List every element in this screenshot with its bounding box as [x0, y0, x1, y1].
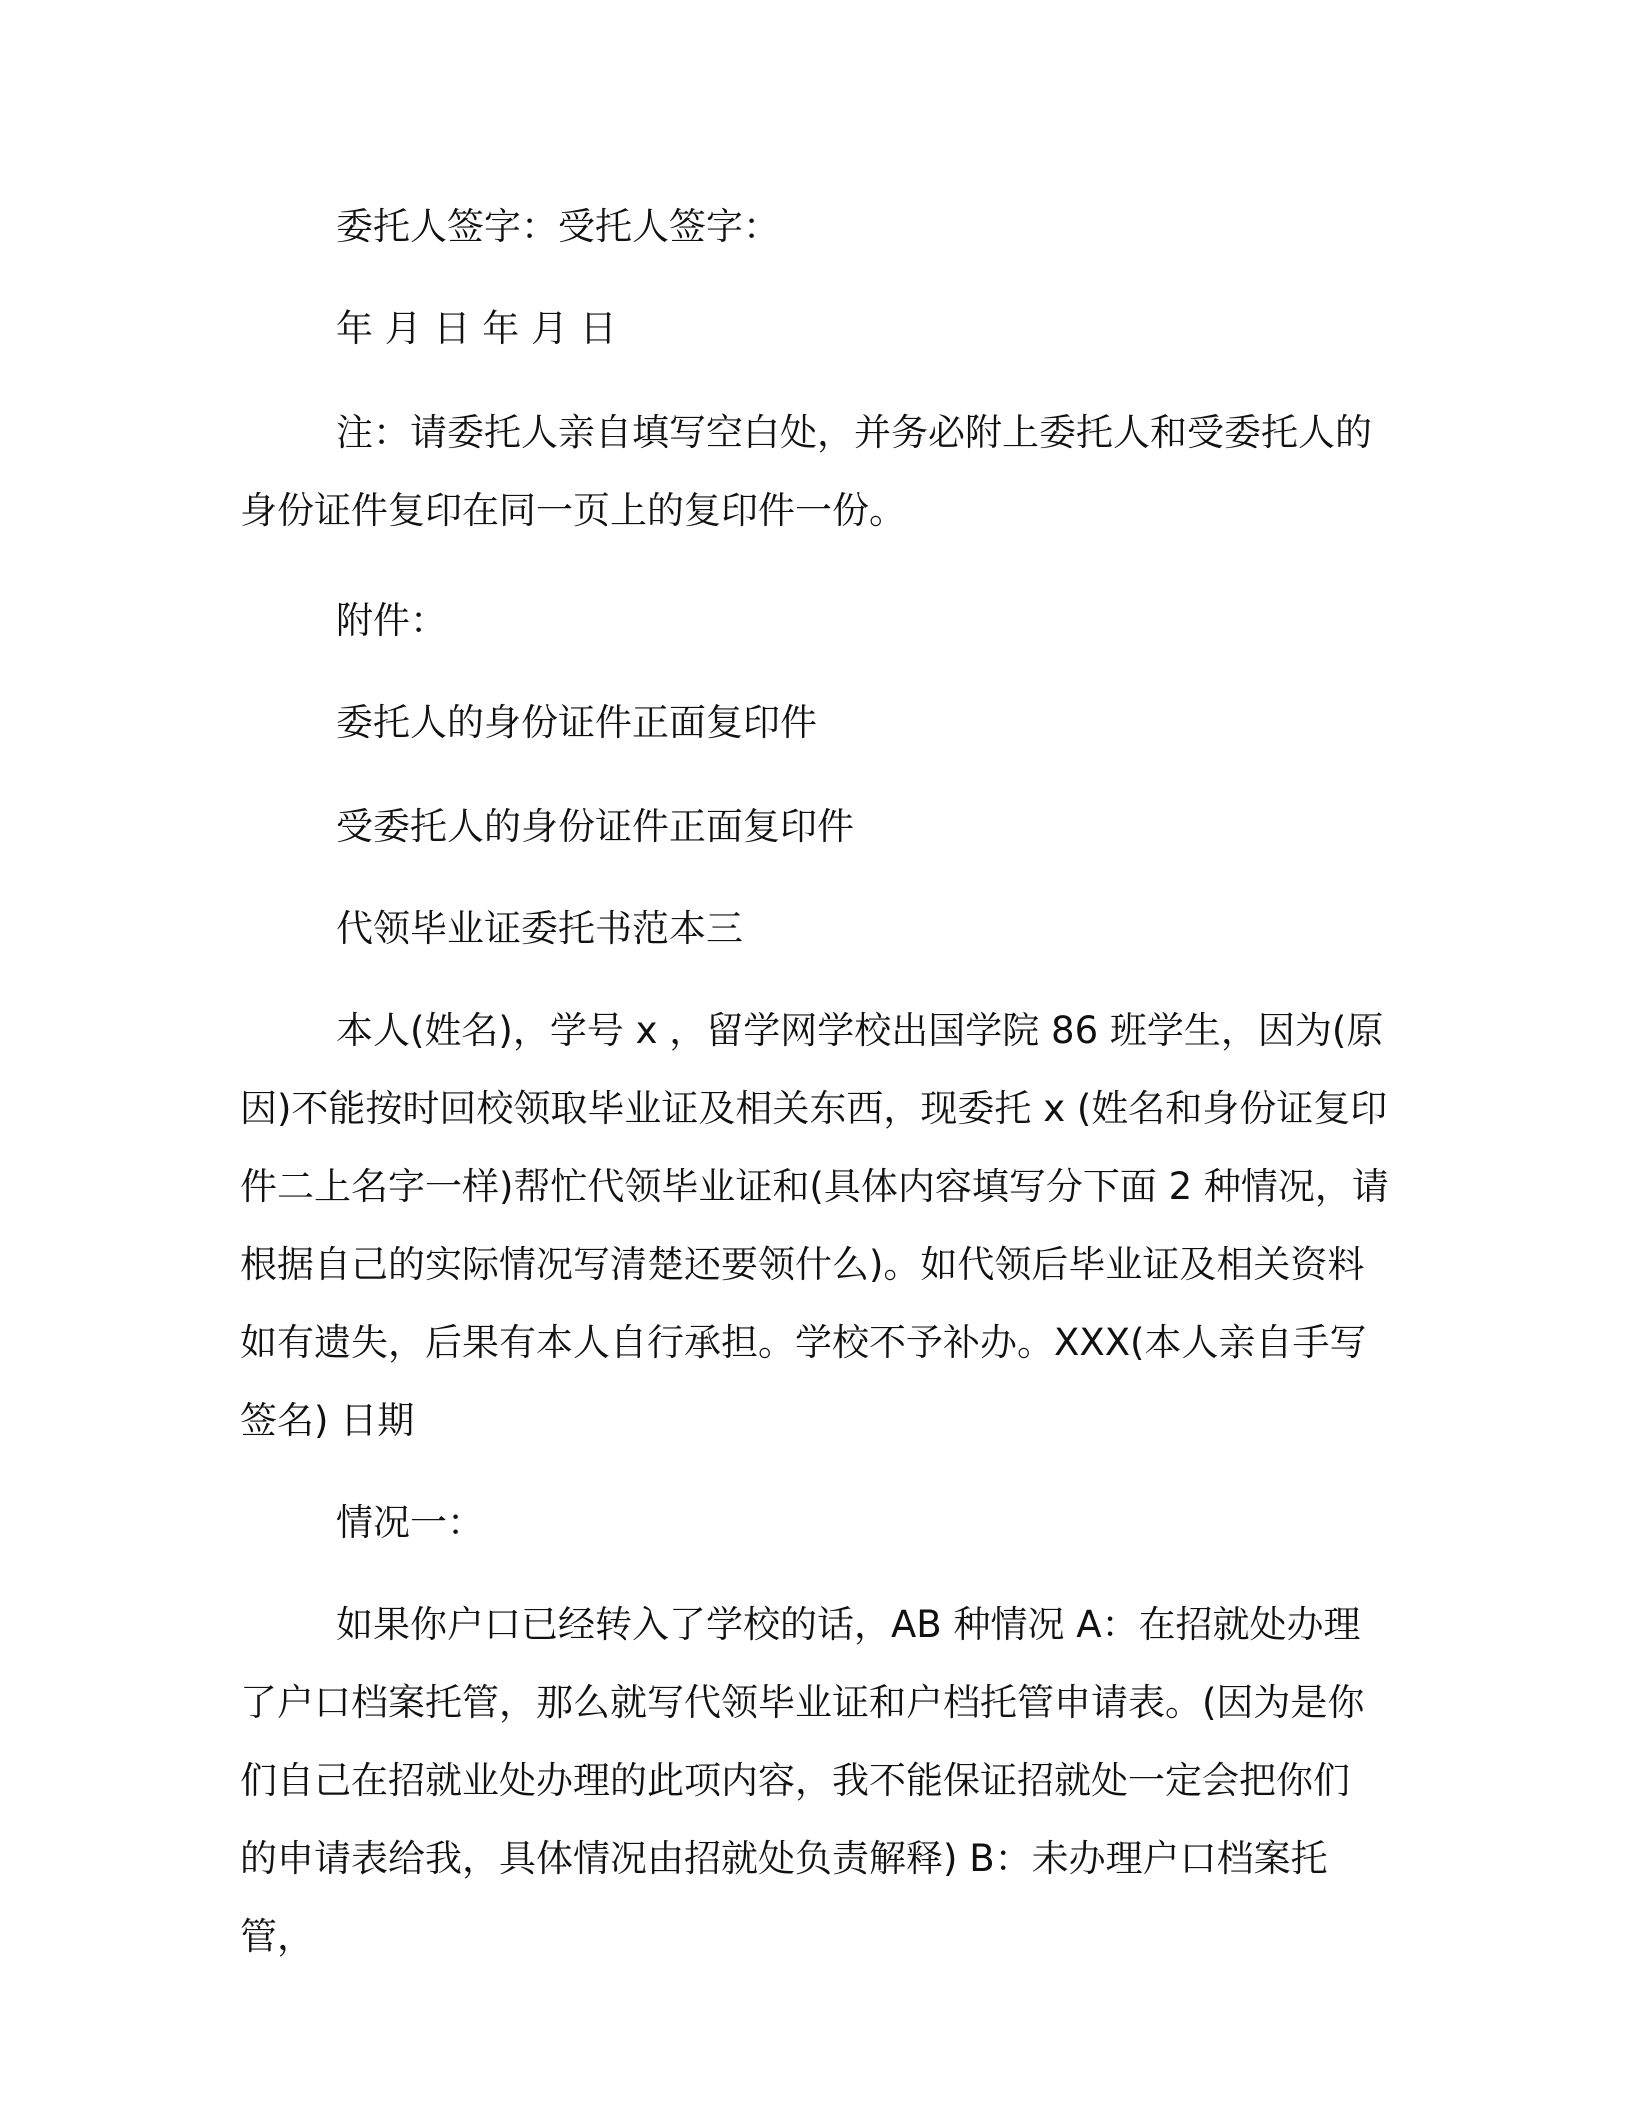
template-title-text: 代领毕业证委托书范本三: [336, 907, 743, 950]
body-paragraph: [240, 992, 1400, 1460]
note-line: 注：请委托人亲自填写空白处，并务必附上委托人和受委托人的: [336, 411, 1372, 454]
case-one-line: 们自己在招就业处办理的此项内容，我不能保证招就处一定会把你们: [240, 1759, 1350, 1802]
attachment-heading: [336, 582, 447, 660]
body-line: 根据自己的实际情况写清楚还要领什么)。如代领后毕业证及相关资料: [240, 1243, 1365, 1286]
case-one-line: 的申请表给我，具体情况由招就处负责解释) B：未办理户口档案托管，: [240, 1837, 1328, 1958]
note-paragraph: [240, 394, 1400, 550]
attachment-heading-text: 附件：: [336, 599, 447, 642]
case-one-line: 如果你户口已经转入了学校的话，AB 种情况 A：在招就处办理: [336, 1603, 1361, 1646]
body-line: 签名) 日期: [240, 1399, 415, 1442]
case-one-heading-text: 情况一：: [336, 1501, 484, 1544]
body-line: 因)不能按时回校领取毕业证及相关东西，现委托 x (姓名和身份证复印: [240, 1087, 1388, 1130]
attachment-item-text: 委托人的身份证件正面复印件: [336, 701, 817, 744]
case-one-line: 了户口档案托管，那么就写代领毕业证和户档托管申请表。(因为是你: [240, 1681, 1365, 1724]
attachment-item: [336, 788, 854, 866]
attachment-item-text: 受委托人的身份证件正面复印件: [336, 805, 854, 848]
case-one-paragraph: [240, 1586, 1400, 1976]
body-line: 本人(姓名)，学号 x ，留学网学校出国学院 86 班学生，因为(原: [336, 1009, 1384, 1052]
note-line: 身份证件复印在同一页上的复印件一份。: [240, 489, 906, 532]
attachment-item: [336, 684, 817, 762]
body-line: 件二上名字一样)帮忙代领毕业证和(具体内容填写分下面 2 种情况，请: [240, 1165, 1389, 1208]
date-line-text: 年 月 日 年 月 日: [336, 307, 617, 350]
signature-line-text: 委托人签字：受托人签字：: [336, 205, 780, 248]
case-one-heading: [336, 1484, 484, 1562]
template-title: [336, 890, 743, 968]
signature-line: [336, 188, 780, 266]
date-line: [336, 290, 617, 368]
body-line: 如有遗失，后果有本人自行承担。学校不予补办。XXX(本人亲自手写: [240, 1321, 1367, 1364]
